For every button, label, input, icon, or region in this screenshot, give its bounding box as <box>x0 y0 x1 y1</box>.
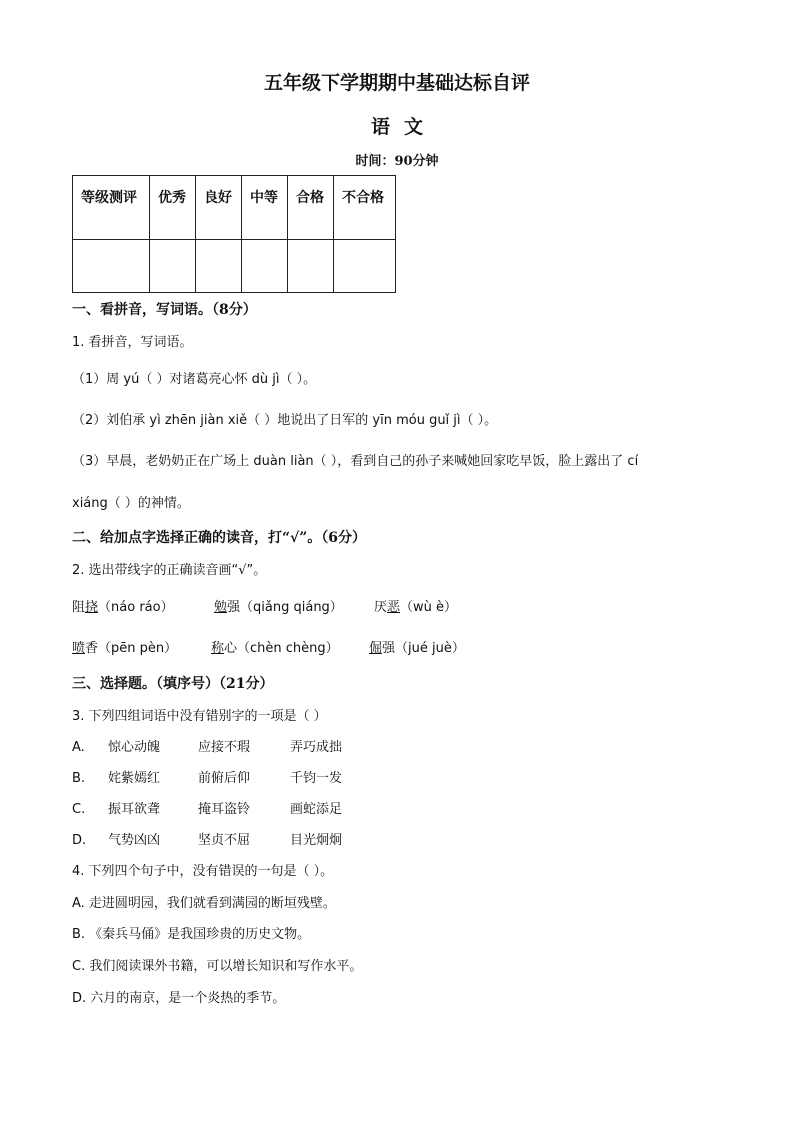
grade-table-header-row <box>73 176 396 240</box>
grade-header-cell: 优秀 <box>150 176 196 240</box>
grade-table <box>72 175 396 293</box>
grade-header-cell: 良好 <box>196 176 242 240</box>
q3-option-c: C. 振耳欲聋 掩耳盗铃 画蛇添足 <box>72 802 343 817</box>
q3-option-a: A. 惊心动魄 应接不瑕 弄巧成拙 <box>72 740 343 755</box>
grade-header-cell: 不合格 <box>334 176 396 240</box>
q3-stem: 3. 下列四组词语中没有错别字的一项是（ ） <box>72 709 327 724</box>
q1-line-3: （3）早晨，老奶奶正在广场上 duàn liàn（ ），看到自己的孙子来喊她回家吃早饭，脸上露出了 cí <box>72 454 639 469</box>
page-title: 五年级下学期期中基础达标自评 <box>263 72 530 94</box>
grade-blank-cell[interactable] <box>150 240 196 293</box>
subject-title: 语文 <box>370 116 437 138</box>
q2-row-1 <box>72 596 457 615</box>
q2-item: 阻挠（náo ráo） <box>72 600 174 615</box>
q1-line-2: （2）刘伯承 yì zhēn jiàn xiě（ ）地说出了日军的 yīn móu guǐ jì（ ）。 <box>72 413 498 428</box>
section2-heading: 二、给加点字选择正确的读音，打“√”。（6分） <box>72 530 367 546</box>
grade-blank-cell[interactable] <box>334 240 396 293</box>
q4-option-c: C. 我们阅读课外书籍，可以增长知识和写作水平。 <box>72 959 363 974</box>
q4-stem: 4. 下列四个句子中，没有错误的一句是（ ）。 <box>72 864 334 879</box>
q4-option-b: B. 《秦兵马俑》是我国珍贵的历史文物。 <box>72 927 311 942</box>
section1-heading: 一、看拼音，写词语。（8分） <box>72 302 257 318</box>
grade-blank-cell[interactable] <box>288 240 334 293</box>
q1-line-1: （1）周 yú（ ）对诸葛亮心怀 dù jì（ ）。 <box>72 372 317 387</box>
grade-header-cell: 等级测评 <box>73 176 150 240</box>
q2-item: 勉强（qiǎng qiáng） <box>214 600 343 615</box>
q2-stem: 2. 选出带线字的正确读音画“√”。 <box>72 563 267 578</box>
q4-option-d: D. 六月的南京，是一个炎热的季节。 <box>72 991 286 1006</box>
q3-option-b: B. 姹紫嫣红 前俯后仰 千钧一发 <box>72 771 343 786</box>
q2-item: 倔强（jué juè） <box>369 641 465 656</box>
grade-table-blank-row <box>73 240 396 293</box>
q2-row-2 <box>72 637 465 656</box>
q1-line-4: xiáng（ ）的神情。 <box>72 496 190 511</box>
section3-heading: 三、选择题。（填序号）（21分） <box>72 676 274 692</box>
q2-item: 喷香（pēn pèn） <box>72 641 178 656</box>
q1-stem: 1. 看拼音，写词语。 <box>72 335 193 350</box>
grade-blank-cell[interactable] <box>242 240 288 293</box>
q2-item: 称心（chèn chèng） <box>211 641 339 656</box>
grade-header-cell: 中等 <box>242 176 288 240</box>
grade-blank-cell[interactable] <box>196 240 242 293</box>
q2-item: 厌恶（wù è） <box>374 600 458 615</box>
q4-option-a: A. 走进圆明园，我们就看到满园的断垣残壁。 <box>72 896 336 911</box>
q3-option-d: D. 气势凶凶 坚贞不屈 目光炯炯 <box>72 833 343 848</box>
grade-blank-cell[interactable] <box>73 240 150 293</box>
time-limit: 时间：90分钟 <box>355 154 439 169</box>
grade-header-cell: 合格 <box>288 176 334 240</box>
